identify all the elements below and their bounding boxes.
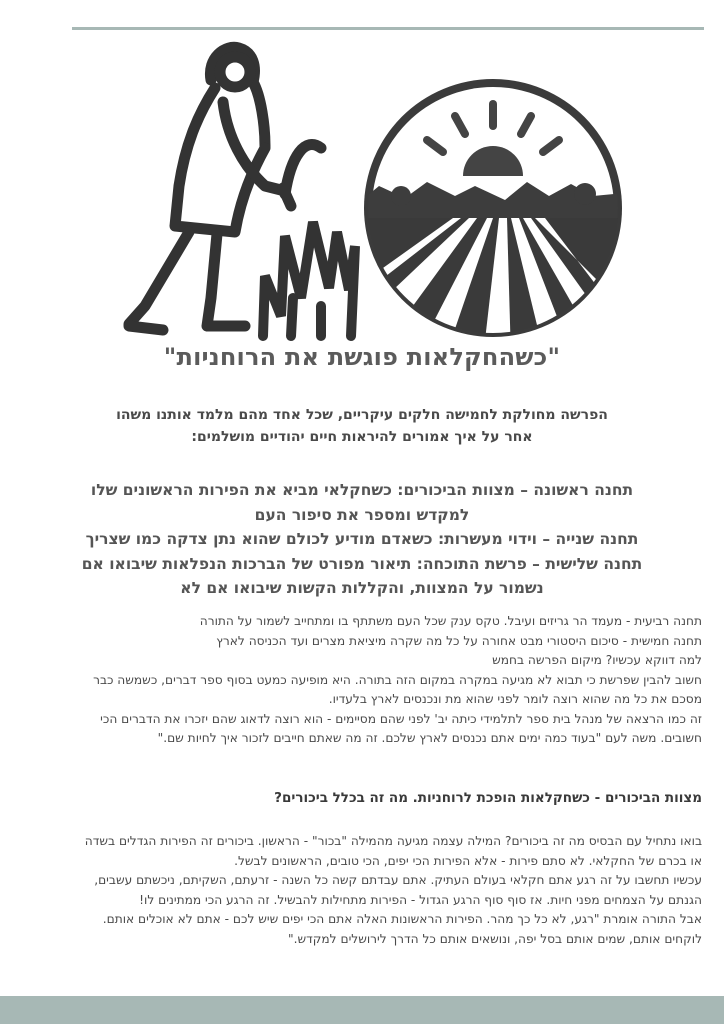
section-heading: מצוות הביכורים - כשחקלאות הופכת לרוחניות. מה זה בכלל ביכורים? xyxy=(274,790,702,806)
body-line: חשובים. משה לעם "בעוד כמה ימים אתם נכנסים לארץ שלכם. זה מה שאתם חייבים לזכור איך לחיות שם." xyxy=(157,731,702,745)
bikkurim-paragraph xyxy=(18,832,702,949)
sunrise-field-icon xyxy=(355,79,635,354)
body-line: בואו נתחיל עם הבסיס מה זה ביכורים? המילה עצמה מגיעה מהמילה "בכור" - הראשון. ביכורים זה הפירות הגדלים בשדה xyxy=(84,834,702,848)
page-title: "כשהחקלאות פוגשת את הרוחניות" xyxy=(163,343,561,371)
body-line: הגנתם על הצמחים מפני חיות. אז סוף סוף הרגע הגדול - הפירות מתחילות להבשיל. זה הרגע הכי ממתינים לו! xyxy=(139,892,702,907)
top-divider xyxy=(72,27,704,30)
body-line: אבל התורה אומרת "רגע, לא כל כך מהר. הפירות הראשונות האלה אתם הכי יפים שיש לכם - אתם לא אוכלים אותם. xyxy=(102,912,702,926)
body-line: תחנה רביעית - מעמד הר גריזים ועיבל. טקס ענק שכל העם משתתף בו ומתחייב לשמור על התורה xyxy=(199,614,702,628)
footer-bar xyxy=(0,996,724,1024)
station-line: תחנה שנייה – וידוי מעשרות: כשאדם מודיע לכולם שהוא נתן צדקה כמו שצריך xyxy=(85,530,639,548)
body-line: עכשיו תחשבו על זה רגע אתם חקלאי בעולם העתיק. אתם עבדתם קשה כל השנה - זרעתם, השקיתם, ניכשתם עשבים, xyxy=(94,873,702,887)
wheat-sheaf-icon xyxy=(263,222,355,336)
header-illustration xyxy=(115,36,635,354)
body-line: תחנה חמישית - סיכום היסטורי מבט אחורה על כל מה שקרה מיציאת מצרים ועד הכניסה לארץ xyxy=(216,633,702,648)
intro-line: הפרשה מחולקת לחמישה חלקים עיקריים, שכל אחד מהם מלמד אותנו משהו xyxy=(116,407,608,423)
body-line: מסכם את כל מה שהוא רוצה לומר לפני שהוא מת ונכנסים לארץ בלעדיו. xyxy=(328,692,702,706)
body-line: חשוב להבין שפרשת כי תבוא לא מגיעה במקרה במקום הזה בתורה. היא מופיעה כמעט בסוף ספר דברים, כשמשה כבר xyxy=(93,672,702,687)
body-line: לוקחים אותם, שמים אותם בסל יפה, ונושאים אותם כל הדרך לירושלים למקדש." xyxy=(287,931,702,946)
farmer-with-sickle-icon xyxy=(129,47,321,330)
body-line: או בכרם של החקלאי. לא סתם פירות - אלא הפירות הכי יפים, הכי טובים, הראשונים לבשל. xyxy=(234,853,702,868)
intro-paragraph xyxy=(60,404,664,448)
station-line: תחנה ראשונה – מצוות הביכורים: כשחקלאי מביא את הפירות הראשונים שלו xyxy=(90,481,634,499)
station-line: נשמור על המצוות, והקללות הקשות שיבואו אם לא xyxy=(180,579,544,597)
stations-list-bold xyxy=(40,478,684,601)
stations-continued-paragraph xyxy=(18,612,702,749)
body-line: זה כמו הרצאה של מנהל בית ספר לתלמידי כיתה יב' לפני שהם מסיימים - הוא רוצה לדאוג שהם יזכרו את הדברים הכי xyxy=(100,711,702,726)
intro-line: אחר על איך אמורים להיראות חיים יהודיים מושלמים: xyxy=(191,429,533,445)
body-line: למה דווקא עכשיו? מיקום הפרשה בחמש xyxy=(492,653,702,667)
station-line: תחנה שלישית – פרשת התוכחה: תיאור מפורט של הברכות הנפלאות שיבואו אם xyxy=(81,554,643,573)
station-line: למקדש ומספר את סיפור העם xyxy=(254,505,470,524)
